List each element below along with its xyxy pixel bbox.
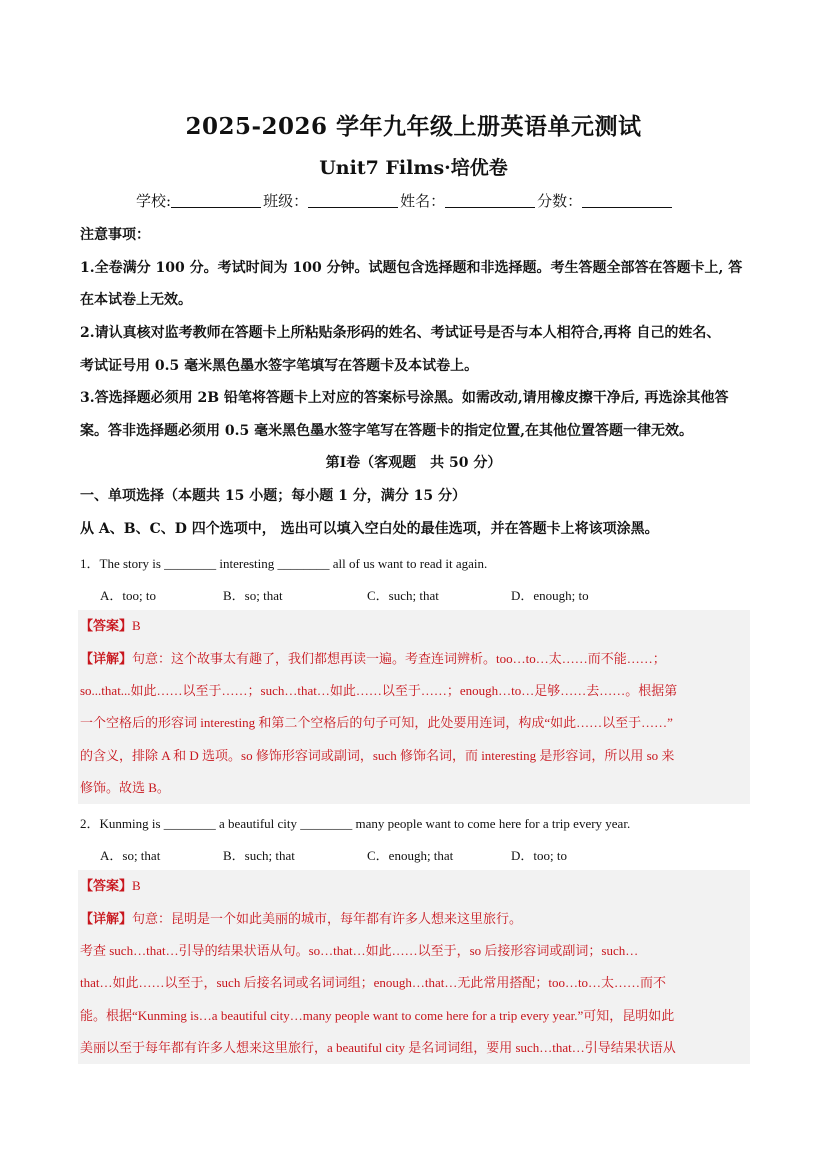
answer-value: B (132, 618, 141, 633)
name-label: 姓名： (400, 192, 446, 210)
answer-label: 【答案】 (80, 618, 133, 633)
notes-line: 1.全卷满分 100 分。考试时间为 100 分钟。试题包含选择题和非选择题。考生答题全部答在答题卡上, 答 (80, 260, 743, 276)
answer-line (80, 610, 141, 642)
detail-label: 【详解】 (80, 911, 133, 926)
detail-line: 修饰。故选 B。 (80, 780, 170, 795)
volume-heading: 第Ⅰ卷（客观题 共 50 分） (325, 455, 502, 471)
detail-line: 考查 such…that…引导的结果状语从句。so…that…如此……以至于，so 后接形容词或副词；such… (80, 943, 639, 958)
score-label: 分数： (537, 192, 583, 210)
option-d: D．too; to (511, 848, 567, 863)
detail-line: 美丽以至于每年都有许多人想来这里旅行，a beautiful city 是名词词组，要用 such…that…引导结果状语从 (80, 1040, 676, 1055)
detail-label: 【详解】 (80, 651, 133, 666)
name-blank (445, 193, 535, 208)
detail-line: 的含义，排除 A 和 D 选项。so 修饰形容词或副词，such 修饰名词，而 interesting 是形容词，所以用 so 来 (80, 748, 675, 763)
option-c: C．such; that (367, 588, 439, 603)
option-b: B．such; that (223, 848, 295, 863)
detail-line: 一个空格后的形容词 interesting 和第二个空格后的句子可知，此处要用连词，构成“如此……以至于……” (80, 715, 673, 730)
part-instruction: 从 A、B、C、D 四个选项中， 选出可以填入空白处的最佳选项，并在答题卡上将该项涂黑。 (80, 521, 659, 537)
notes-line: 2.请认真核对监考教师在答题卡上所粘贴条形码的姓名、考试证号是否与本人相符合,再将 自己的姓名、 (80, 325, 721, 341)
option-c: C．enough; that (367, 848, 454, 863)
answer-box (78, 610, 750, 804)
detail-line: 【详解】句意：昆明是一个如此美丽的城市，每年都有许多人想来这里旅行。 (80, 911, 523, 926)
page-title: 2025-2026 学年九年级上册英语单元测试 (185, 113, 642, 140)
notes-heading: 注意事项： (80, 227, 150, 243)
detail-line: 【详解】句意：这个故事太有趣了，我们都想再读一遍。考查连词辨析。too…to…太……而不能……； (80, 651, 666, 666)
score-blank (582, 193, 672, 208)
option-b: B．so; that (223, 588, 283, 603)
notes-line: 案。答非选择题必须用 0.5 毫米黑色墨水签字笔写在答题卡的指定位置,在其他位置答题一律无效。 (80, 423, 693, 439)
detail-line: so...that...如此……以至于……；such…that…如此……以至于……；enough…to…足够……去……。根据第 (80, 683, 678, 698)
detail-line: that…如此……以至于，such 后接名词或名词词组；enough…that…无此常用搭配；too…to…太……而不 (80, 975, 667, 990)
school-blank (171, 193, 261, 208)
question-stem: 2．Kunming is ________ a beautiful city ________ many people want to come here for a trip every year. (80, 816, 631, 831)
class-blank (308, 193, 398, 208)
school-label: 学校: (136, 192, 172, 210)
student-info-line (136, 190, 674, 211)
notes-line: 考试证号用 0.5 毫米黑色墨水签字笔填写在答题卡及本试卷上。 (80, 358, 479, 374)
class-label: 班级： (263, 192, 309, 210)
answer-line (80, 870, 141, 902)
option-a: A．too; to (100, 588, 156, 603)
detail-line: 能。根据“Kunming is…a beautiful city…many people want to come here for a trip every year.”可知，昆明如此 (80, 1008, 675, 1023)
option-a: A．so; that (100, 848, 161, 863)
part-heading: 一、单项选择（本题共 15 小题；每小题 1 分，满分 15 分） (80, 488, 466, 504)
notes-line: 在本试卷上无效。 (80, 292, 192, 308)
answer-value: B (132, 878, 141, 893)
notes-line: 3.答选择题必须用 2B 铅笔将答题卡上对应的答案标号涂黑。如需改动,请用橡皮擦干净后, 再选涂其他答 (80, 390, 729, 406)
question-stem: 1．The story is ________ interesting ________ all of us want to read it again. (80, 556, 488, 571)
option-d: D．enough; to (511, 588, 589, 603)
answer-box (78, 870, 750, 1064)
answer-label: 【答案】 (80, 878, 133, 893)
page-subtitle: Unit7 Films·培优卷 (319, 157, 508, 179)
